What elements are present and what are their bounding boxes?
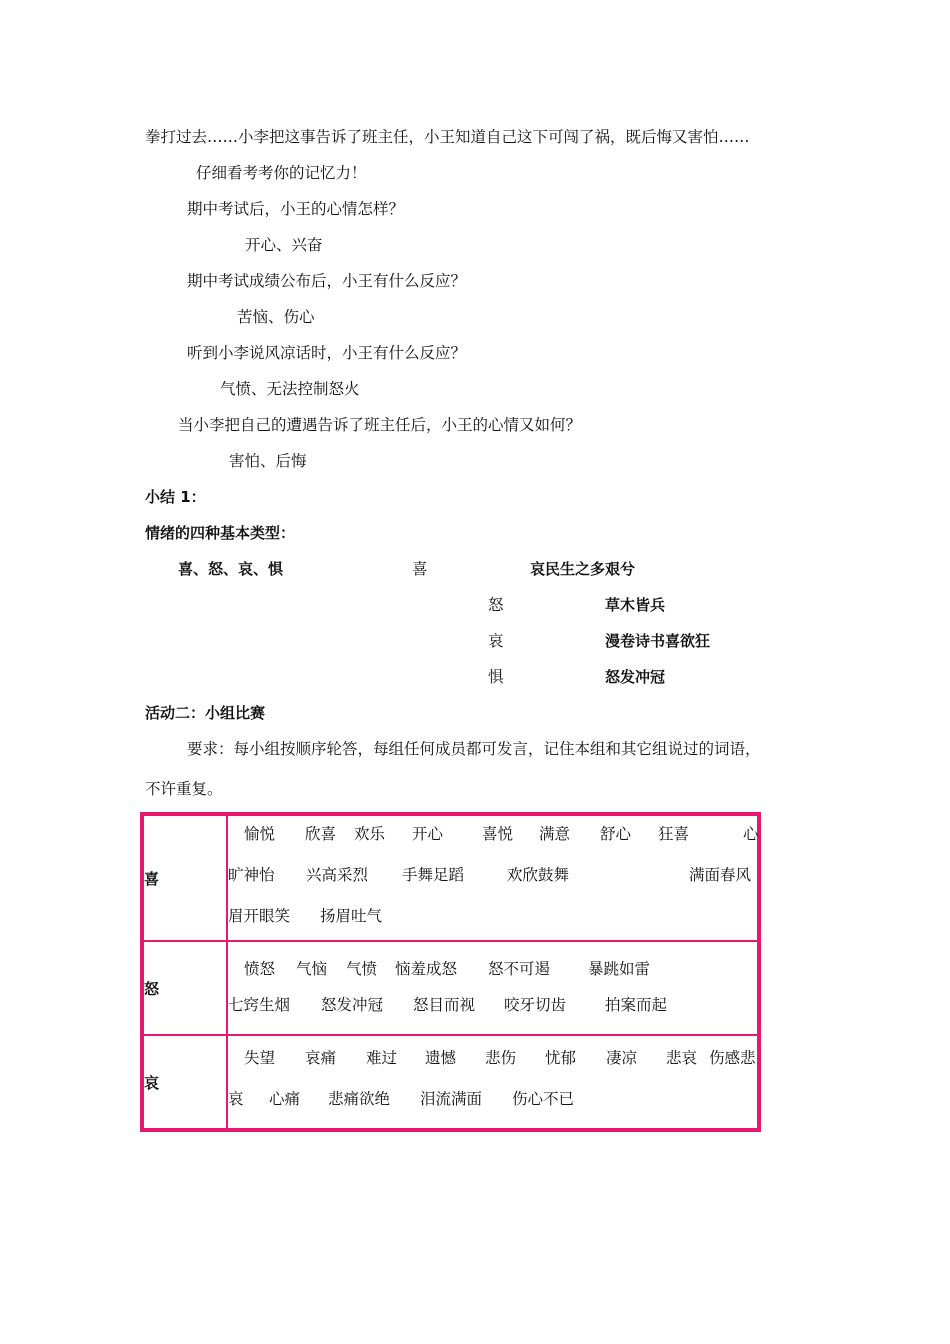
match-right-item: 怒发冲冠 <box>605 668 666 686</box>
word: 欢乐 <box>354 824 386 843</box>
word: 手舞足蹈 <box>402 865 465 884</box>
word: 眉开眼笑 <box>228 906 291 925</box>
question-3: 听到小李说风凉话时，小王有什么反应？ <box>187 344 467 362</box>
word: 扬眉吐气 <box>320 906 383 925</box>
match-left-item: 喜 <box>412 560 428 578</box>
word: 七窍生烟 <box>228 996 291 1014</box>
word-cell-sorrow <box>227 1035 759 1130</box>
word: 哀 <box>228 1090 244 1108</box>
word: 怒发冲冠 <box>321 996 384 1014</box>
word: 咬牙切齿 <box>504 996 567 1014</box>
word-line <box>228 950 757 986</box>
word: 怒不可遏 <box>488 960 551 978</box>
word-line <box>228 1041 757 1082</box>
answer-1: 开心、兴奋 <box>245 236 323 254</box>
question-2: 期中考试成绩公布后，小王有什么反应？ <box>187 272 467 290</box>
word-line <box>228 858 757 899</box>
table-row <box>142 814 759 941</box>
match-right-item: 哀民生之多艰兮 <box>530 560 636 578</box>
word: 心 <box>743 824 759 843</box>
word: 难过 <box>366 1049 398 1067</box>
match-right-item: 漫卷诗书喜欲狂 <box>605 632 711 650</box>
word: 泪流满面 <box>420 1090 483 1108</box>
word: 悲哀 <box>666 1049 698 1067</box>
word: 伤感悲 <box>709 1049 756 1067</box>
word: 怒目而视 <box>413 996 476 1014</box>
word: 兴高采烈 <box>306 865 369 884</box>
match-left-item: 哀 <box>488 632 504 650</box>
word: 悲伤 <box>485 1049 517 1067</box>
word: 拍案而起 <box>605 996 668 1014</box>
word: 旷神怡 <box>228 865 275 884</box>
word: 恼羞成怒 <box>395 960 458 978</box>
word: 哀痛 <box>305 1049 337 1067</box>
word: 凄凉 <box>606 1049 638 1067</box>
match-left-item: 怒 <box>488 596 504 614</box>
word: 伤心不已 <box>512 1090 575 1108</box>
word: 舒心 <box>600 824 632 843</box>
word: 欣喜 <box>305 824 337 843</box>
row-label-joy: 喜 <box>142 814 227 941</box>
word: 喜悦 <box>482 824 514 843</box>
word: 悲痛欲绝 <box>328 1090 391 1108</box>
word: 气恼 <box>296 960 328 978</box>
activity-title: 活动二：小组比赛 <box>145 704 266 722</box>
match-right-item: 草木皆兵 <box>605 596 666 614</box>
word: 满面春风 <box>689 865 752 884</box>
word: 失望 <box>244 1049 276 1067</box>
word-cell-joy <box>227 814 759 941</box>
word-cell-anger <box>227 941 759 1035</box>
word: 心痛 <box>269 1090 301 1108</box>
summary-title: 小结 1： <box>145 488 206 506</box>
emotion-types: 喜、怒、哀、惧 <box>178 560 284 578</box>
row-label-anger: 怒 <box>142 941 227 1035</box>
word: 愤怒 <box>244 960 276 978</box>
word-line <box>228 899 757 940</box>
answer-2: 苦恼、伤心 <box>237 308 315 326</box>
word: 遗憾 <box>425 1049 457 1067</box>
activity-requirement-line1: 要求：每小组按顺序轮答，每组任何成员都可发言，记住本组和其它组说过的词语， <box>187 740 761 758</box>
table-row <box>142 1035 759 1130</box>
emotion-word-table <box>140 812 761 1132</box>
memory-prompt: 仔细看考考你的记忆力！ <box>196 164 367 182</box>
question-4: 当小李把自己的遭遇告诉了班主任后，小王的心情又如何？ <box>178 416 582 434</box>
match-left-item: 惧 <box>488 668 504 686</box>
word: 欢欣鼓舞 <box>507 865 570 884</box>
answer-4: 害怕、后悔 <box>229 452 307 470</box>
story-ending-paragraph: 拳打过去……小李把这事告诉了班主任，小王知道自己这下可闯了祸，既后悔又害怕…… <box>145 128 750 146</box>
activity-requirement-line2: 不许重复。 <box>145 780 223 798</box>
table-row <box>142 941 759 1035</box>
word-line <box>228 817 757 858</box>
word-line <box>228 1082 757 1123</box>
word: 忧郁 <box>545 1049 577 1067</box>
word: 暴跳如雷 <box>588 960 651 978</box>
word: 满意 <box>539 824 571 843</box>
answer-3: 气愤、无法控制怒火 <box>220 380 360 398</box>
question-1: 期中考试后，小王的心情怎样？ <box>187 200 405 218</box>
word-line <box>228 986 757 1026</box>
word: 开心 <box>412 824 444 843</box>
word: 愉悦 <box>244 824 276 843</box>
row-label-sorrow: 哀 <box>142 1035 227 1130</box>
word: 气愤 <box>346 960 378 978</box>
summary-subtitle: 情绪的四种基本类型： <box>145 524 296 542</box>
word: 狂喜 <box>658 824 690 843</box>
